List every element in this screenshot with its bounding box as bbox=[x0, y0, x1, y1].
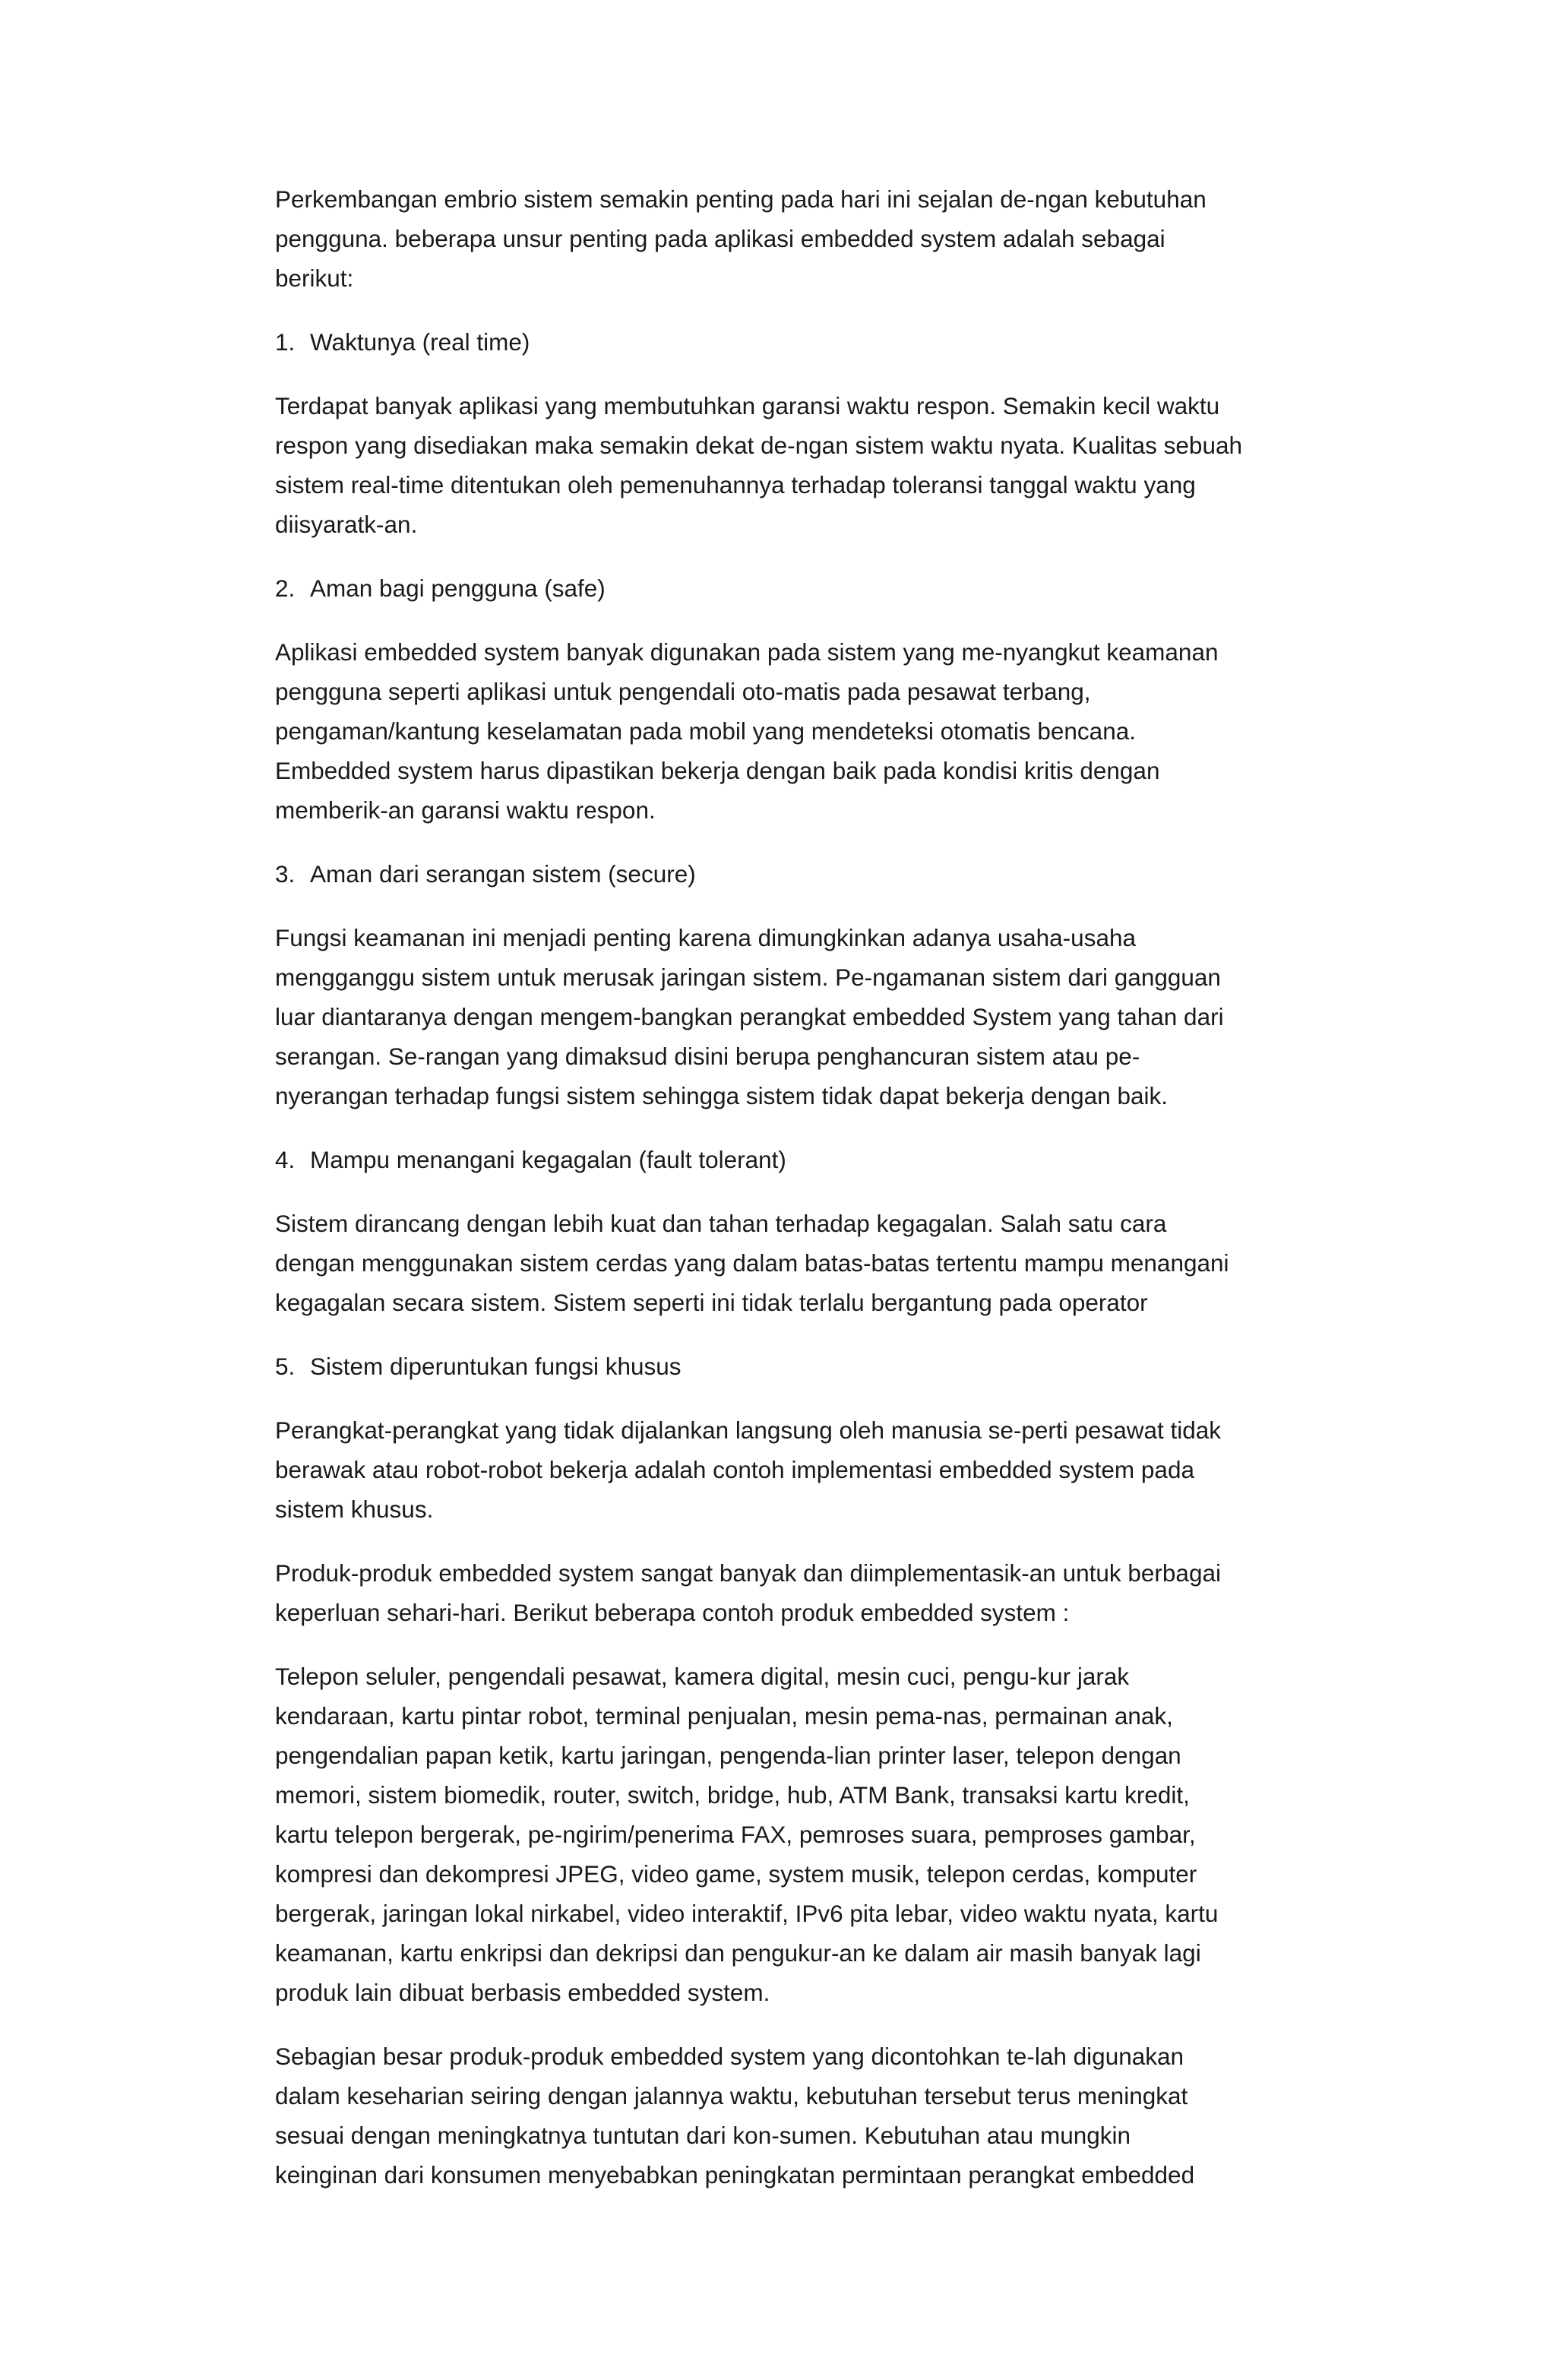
section-heading-safe bbox=[275, 568, 1308, 608]
text-line: Aplikasi embedded system banyak digunakan pada sistem yang me-nyangkut keamanan bbox=[275, 638, 1219, 666]
text-line: memori, sistem biomedik, router, switch, bridge, hub, ATM Bank, transaksi kartu kredit, bbox=[275, 1781, 1190, 1809]
text-line: nyerangan terhadap fungsi sistem sehingga sistem tidak dapat bekerja dengan baik. bbox=[275, 1082, 1169, 1109]
section-title: Sistem diperuntukan fungsi khusus bbox=[310, 1353, 682, 1380]
section-heading-real-time bbox=[275, 322, 1308, 362]
section-title: Aman dari serangan sistem (secure) bbox=[310, 860, 696, 888]
text-line: Fungsi keamanan ini menjadi penting karena dimungkinkan adanya usaha-usaha bbox=[275, 924, 1137, 951]
section-heading-fault-tolerant bbox=[275, 1140, 1308, 1179]
closing-paragraph bbox=[275, 2037, 1308, 2195]
section-paragraph-real-time bbox=[275, 386, 1308, 544]
products-intro-paragraph bbox=[275, 1553, 1308, 1632]
text-line: berawak atau robot-robot bekerja adalah contoh implementasi embedded system pada bbox=[275, 1456, 1194, 1483]
text-line: bergerak, jaringan lokal nirkabel, video interaktif, IPv6 pita lebar, video waktu nyata, kartu bbox=[275, 1900, 1219, 1927]
section-heading-secure bbox=[275, 854, 1308, 894]
section-title: Aman bagi pengguna (safe) bbox=[310, 574, 606, 602]
text-line: pengguna. beberapa unsur penting pada aplikasi embedded system adalah sebagai bbox=[275, 225, 1165, 252]
products-list-paragraph bbox=[275, 1657, 1308, 2012]
text-line: pengendalian papan ketik, kartu jaringan, pengenda-lian printer laser, telepon dengan bbox=[275, 1742, 1181, 1769]
text-line: berikut: bbox=[275, 264, 354, 292]
text-line: kendaraan, kartu pintar robot, terminal penjualan, mesin pema-nas, permainan anak, bbox=[275, 1702, 1173, 1730]
intro-paragraph bbox=[275, 179, 1308, 298]
text-line: Sebagian besar produk-produk embedded system yang dicontohkan te-lah digunakan bbox=[275, 2043, 1184, 2070]
text-line: luar diantaranya dengan mengem-bangkan perangkat embedded System yang tahan dari bbox=[275, 1003, 1224, 1030]
text-line: dengan menggunakan sistem cerdas yang dalam batas-batas tertentu mampu menangani bbox=[275, 1249, 1229, 1277]
text-line: sesuai dengan meningkatnya tuntutan dari kon-sumen. Kebutuhan atau mungkin bbox=[275, 2122, 1131, 2149]
text-line: produk lain dibuat berbasis embedded system. bbox=[275, 1979, 770, 2006]
section-title: Mampu menangani kegagalan (fault tolerant) bbox=[310, 1146, 786, 1173]
text-line: mengganggu sistem untuk merusak jaringan sistem. Pe-ngamanan sistem dari gangguan bbox=[275, 964, 1221, 991]
text-line: kompresi dan dekompresi JPEG, video game, system musik, telepon cerdas, komputer bbox=[275, 1860, 1197, 1888]
section-paragraph-secure bbox=[275, 918, 1308, 1116]
section-number: 1. bbox=[275, 328, 296, 356]
section-number: 3. bbox=[275, 860, 296, 888]
text-line: pengguna seperti aplikasi untuk pengendali oto-matis pada pesawat terbang, bbox=[275, 678, 1091, 705]
text-line: kegagalan secara sistem. Sistem seperti ini tidak terlalu bergantung pada operator bbox=[275, 1289, 1148, 1316]
section-paragraph-safe bbox=[275, 632, 1308, 830]
text-line: Perangkat-perangkat yang tidak dijalankan langsung oleh manusia se-perti pesawat tidak bbox=[275, 1416, 1222, 1444]
text-line: Produk-produk embedded system sangat banyak dan diimplementasik-an untuk berbagai bbox=[275, 1559, 1221, 1587]
document-body bbox=[275, 179, 1308, 2219]
text-line: kartu telepon bergerak, pe-ngirim/penerima FAX, pemroses suara, pemproses gambar, bbox=[275, 1821, 1196, 1848]
section-heading-special-function bbox=[275, 1347, 1308, 1386]
text-line: memberik-an garansi waktu respon. bbox=[275, 796, 656, 824]
text-line: dalam keseharian seiring dengan jalannya waktu, kebutuhan tersebut terus meningkat bbox=[275, 2082, 1188, 2109]
text-line: keamanan, kartu enkripsi dan dekripsi dan pengukur-an ke dalam air masih banyak lagi bbox=[275, 1939, 1201, 1967]
text-line: respon yang disediakan maka semakin dekat de-ngan sistem waktu nyata. Kualitas sebuah bbox=[275, 432, 1242, 459]
section-title: Waktunya (real time) bbox=[310, 328, 530, 356]
text-line: sistem real-time ditentukan oleh pemenuhannya terhadap toleransi tanggal waktu yang bbox=[275, 471, 1196, 498]
section-number: 4. bbox=[275, 1146, 296, 1173]
section-paragraph-special-function bbox=[275, 1410, 1308, 1529]
text-line: Perkembangan embrio sistem semakin penting pada hari ini sejalan de-ngan kebutuhan bbox=[275, 185, 1207, 213]
text-line: serangan. Se-rangan yang dimaksud disini berupa penghancuran sistem atau pe- bbox=[275, 1043, 1140, 1070]
text-line: Embedded system harus dipastikan bekerja dengan baik pada kondisi kritis dengan bbox=[275, 757, 1160, 784]
section-number: 5. bbox=[275, 1353, 296, 1380]
text-line: Sistem dirancang dengan lebih kuat dan tahan terhadap kegagalan. Salah satu cara bbox=[275, 1210, 1167, 1237]
text-line: pengaman/kantung keselamatan pada mobil yang mendeteksi otomatis bencana. bbox=[275, 717, 1136, 745]
section-paragraph-fault-tolerant bbox=[275, 1204, 1308, 1322]
text-line: Telepon seluler, pengendali pesawat, kamera digital, mesin cuci, pengu-kur jarak bbox=[275, 1663, 1130, 1690]
text-line: diisyaratk-an. bbox=[275, 511, 418, 538]
section-number: 2. bbox=[275, 574, 296, 602]
text-line: Terdapat banyak aplikasi yang membutuhkan garansi waktu respon. Semakin kecil waktu bbox=[275, 392, 1220, 419]
text-line: keinginan dari konsumen menyebabkan peningkatan permintaan perangkat embedded bbox=[275, 2161, 1195, 2189]
text-line: keperluan sehari-hari. Berikut beberapa contoh produk embedded system : bbox=[275, 1599, 1070, 1626]
text-line: sistem khusus. bbox=[275, 1495, 434, 1523]
